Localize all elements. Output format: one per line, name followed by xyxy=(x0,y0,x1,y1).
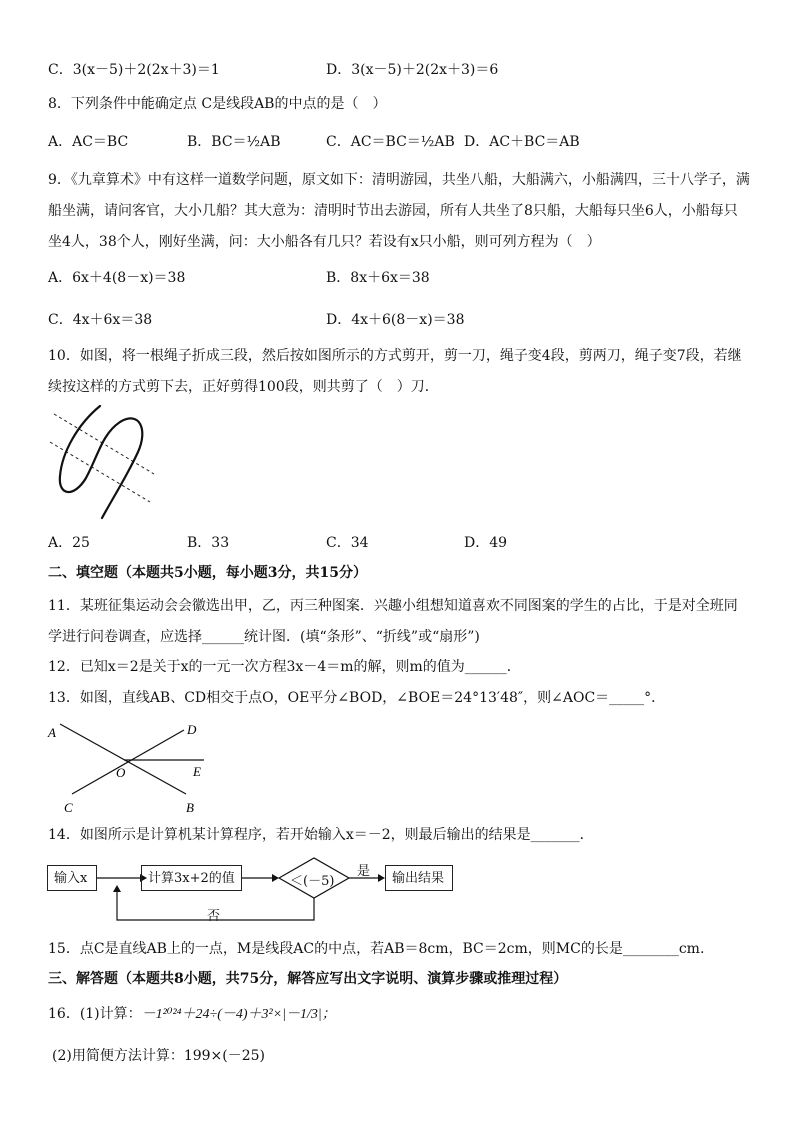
q13-angle-figure xyxy=(44,716,214,816)
q8-option-b: B．BC＝½AB xyxy=(187,134,281,150)
label-c: C xyxy=(64,800,73,815)
label-o: O xyxy=(116,765,126,780)
q10-line-1: 10．如图，将一根绳子折成三段，然后按如图所示的方式剪开，剪一刀，绳子变4段，剪两刀，绳子变7段，若继 xyxy=(48,348,742,364)
q15-text: 15．点C是直线AB上的一点，M是线段AC的中点，若AB＝8cm，BC＝2cm，则MC的长是________cm. xyxy=(48,941,705,957)
q10-rope-figure xyxy=(40,400,170,525)
q16-part-1-expression: －1²⁰²⁴＋24÷(－4)＋3²×|－1/3|； xyxy=(141,1007,336,1022)
label-d: D xyxy=(187,722,197,737)
flow-input-box: 输入x xyxy=(47,865,97,891)
q9-option-b: B．8x＋6x＝38 xyxy=(326,270,430,286)
q8-option-d: D．AC＋BC＝AB xyxy=(464,134,580,150)
q16-part-2: (2)用简便方法计算：199×(－25) xyxy=(52,1048,266,1064)
q11-line-2: 学进行问卷调查，应选择______统计图．(填“条形”、“折线”或“扇形”) xyxy=(48,629,480,645)
flow-output-box: 输出结果 xyxy=(385,865,453,891)
q10-option-c: C．34 xyxy=(326,535,369,551)
q10-option-b: B．33 xyxy=(187,535,230,551)
q14-text: 14．如图所示是计算机某计算程序，若开始输入x＝－2，则最后输出的结果是_______． xyxy=(48,827,594,843)
q8-option-a: A．AC＝BC xyxy=(48,134,129,150)
flow-no-label: 否 xyxy=(207,909,221,924)
label-a: A xyxy=(48,725,56,740)
line-ab xyxy=(60,724,186,794)
q10-line-2: 续按这样的方式剪下去，正好剪得100段，则共剪了（ ）刀． xyxy=(48,379,439,395)
q8-option-c: C．AC＝BC＝½AB xyxy=(326,134,455,150)
q12-text: 12．已知x＝2是关于x的一元一次方程3x－4＝m的解，则m的值为______． xyxy=(48,659,521,675)
q16-part-1-prefix: 16．(1)计算： xyxy=(48,1006,142,1022)
q8-stem: 8．下列条件中能确定点 C是线段AB的中点的是（ ） xyxy=(48,96,387,112)
q9-line-3: 坐4人，38个人，刚好坐满，问：大小船各有几只？若设有x只小船，则可列方程为（ ） xyxy=(48,234,601,250)
section-2-title: 二、填空题（本题共5小题，每小题3分，共15分） xyxy=(48,565,367,581)
q9-line-1: 9．《九章算术》中有这样一道数学问题，原文如下：清明游园，共坐八船，大船满六，小船满四，三十八学子，满 xyxy=(48,172,750,188)
flow-compute-box: 计算3x+2的值 xyxy=(141,865,242,891)
q16-part-1 xyxy=(48,1004,336,1025)
q7-option-c: C．3(x－5)＋2(2x＋3)＝1 xyxy=(48,62,220,78)
rope-path xyxy=(60,406,142,518)
q7-option-d: D．3(x－5)＋2(2x＋3)＝6 xyxy=(326,62,499,78)
q10-option-a: A．25 xyxy=(48,535,90,551)
q9-option-c: C．4x＋6x＝38 xyxy=(48,312,153,328)
q13-text: 13．如图，直线AB、CD相交于点O，OE平分∠BOD，∠BOE＝24°13′48″，则∠AOC＝_____°． xyxy=(48,690,666,706)
q9-line-2: 船坐满，请问客官，大小几船？其大意为：清明时节出去游园，所有人共坐了8只船，大船每只坐6人，小船每只 xyxy=(48,203,738,219)
label-e: E xyxy=(193,764,201,779)
cut-line-upper xyxy=(50,442,150,502)
section-3-title: 三、解答题（本题共8小题，共75分，解答应写出文字说明、演算步骤或推理过程） xyxy=(48,971,568,987)
flow-decision-label: ＜(－5) xyxy=(290,874,335,889)
q10-option-d: D．49 xyxy=(464,535,508,551)
q9-option-a: A．6x＋4(8－x)＝38 xyxy=(48,270,186,286)
label-b: B xyxy=(186,800,194,815)
q9-option-d: D．4x＋6(8－x)＝38 xyxy=(326,312,465,328)
q11-line-1: 11．某班征集运动会会徽选出甲，乙，丙三种图案．兴趣小组想知道喜欢不同图案的学生的占比，于是对全班同 xyxy=(48,598,738,614)
flow-yes-label: 是 xyxy=(357,864,371,879)
